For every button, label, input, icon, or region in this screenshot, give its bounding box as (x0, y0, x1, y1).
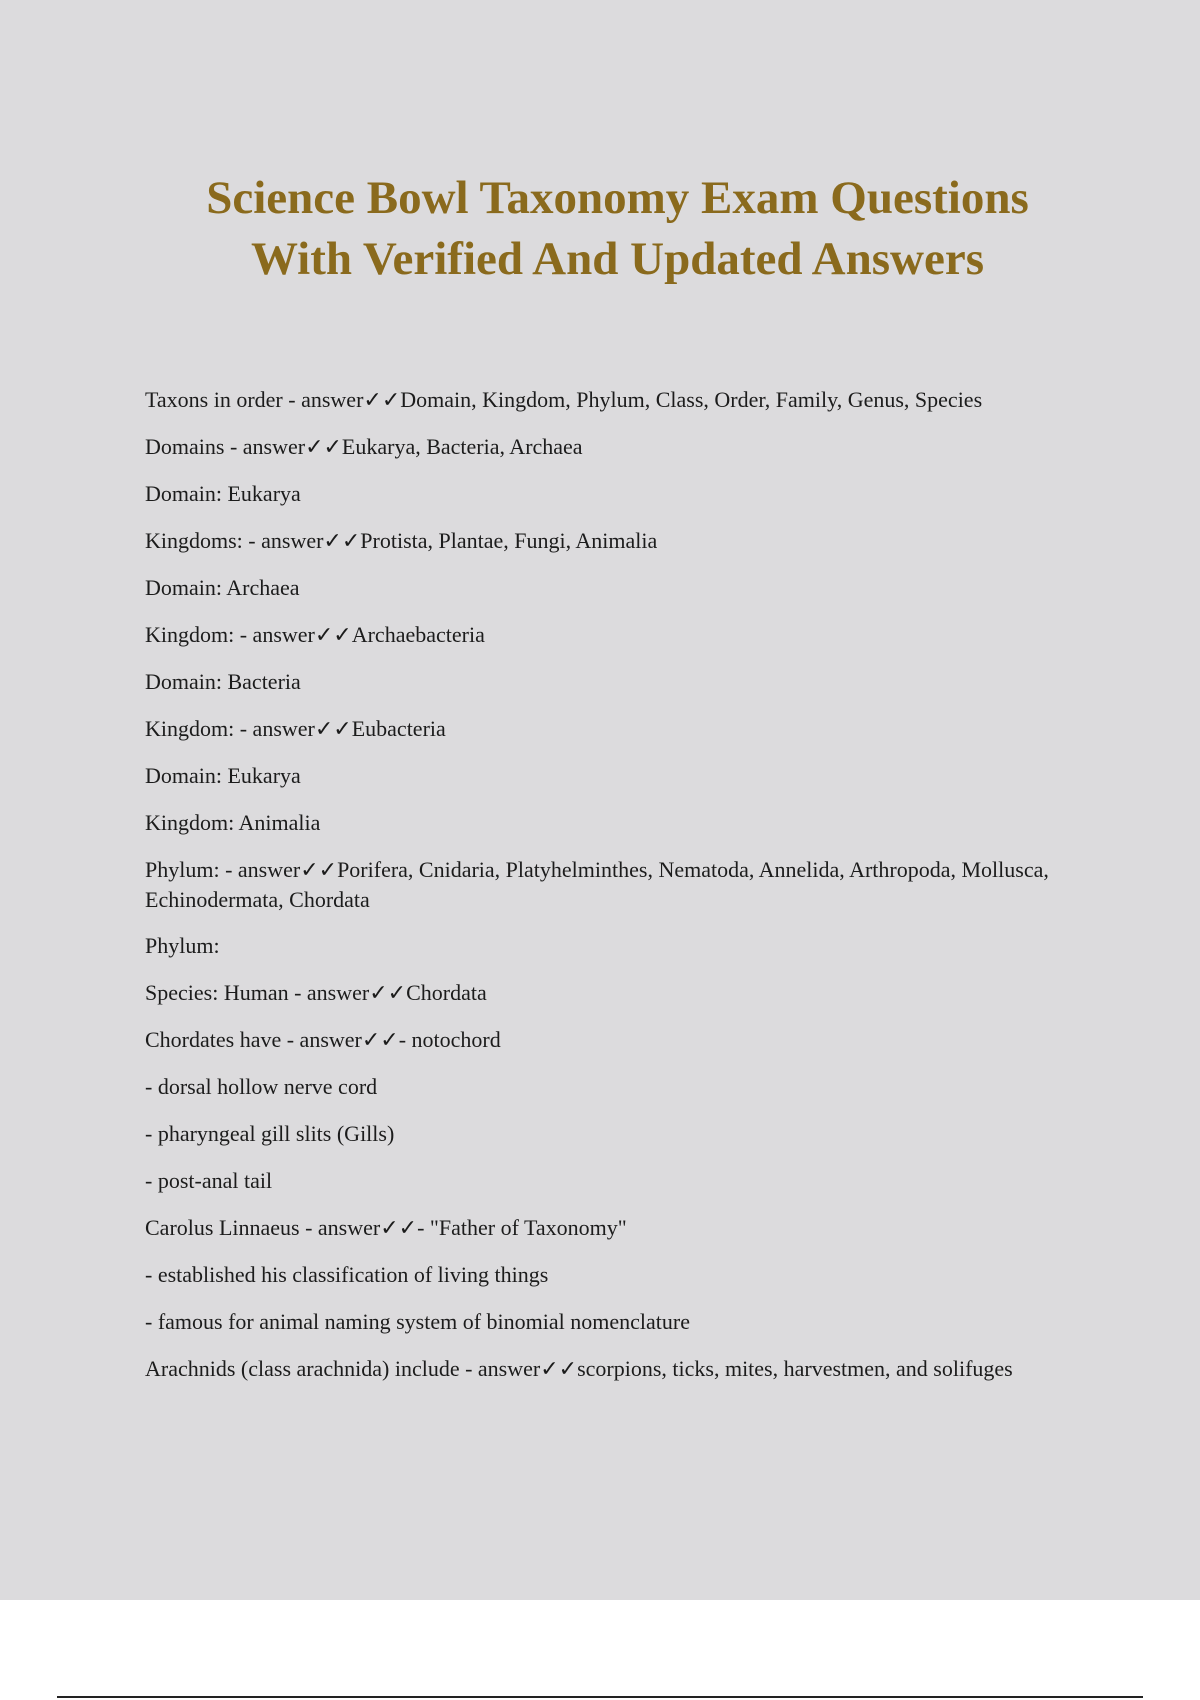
qa-entry: Kingdom: - answer✓✓Eubacteria (145, 716, 446, 741)
qa-entry: Domains - answer✓✓Eukarya, Bacteria, Archaea (145, 434, 583, 459)
title-line-2: With Verified And Updated Answers (251, 233, 984, 285)
qa-entry: Kingdom: Animalia (145, 810, 321, 835)
qa-entry: Kingdoms: - answer✓✓Protista, Plantae, Fungi, Animalia (145, 528, 658, 553)
footer-divider (57, 1696, 1143, 1698)
qa-entry: Taxons in order - answer✓✓Domain, Kingdom, Phylum, Class, Order, Family, Genus, Species (145, 387, 983, 412)
qa-list (145, 385, 1095, 1401)
qa-entry: Carolus Linnaeus - answer✓✓- "Father of Taxonomy" (145, 1215, 627, 1240)
qa-entry: Domain: Archaea (145, 575, 300, 600)
qa-entry: - pharyngeal gill slits (Gills) (145, 1121, 395, 1146)
document-title (100, 168, 1135, 290)
qa-entry: Domain: Bacteria (145, 669, 301, 694)
qa-entry: Domain: Eukarya (145, 481, 301, 506)
qa-entry: Domain: Eukarya (145, 763, 301, 788)
qa-entry: Species: Human - answer✓✓Chordata (145, 980, 487, 1005)
title-line-1: Science Bowl Taxonomy Exam Questions (206, 172, 1029, 224)
qa-entry: Phylum: (145, 933, 220, 958)
qa-entry: Arachnids (class arachnida) include - answer✓✓scorpions, ticks, mites, harvestmen, and solifuges (145, 1356, 1013, 1381)
qa-entry: - post-anal tail (145, 1168, 273, 1193)
qa-entry: - dorsal hollow nerve cord (145, 1074, 378, 1099)
qa-entry: Chordates have - answer✓✓- notochord (145, 1027, 501, 1052)
qa-entry: - famous for animal naming system of binomial nomenclature (145, 1309, 690, 1334)
qa-entry: Phylum: - answer✓✓Porifera, Cnidaria, Platyhelminthes, Nematoda, Annelida, Arthropoda, Mollusca, Echinodermata, Chordata (145, 857, 1049, 912)
qa-entry: - established his classification of living things (145, 1262, 549, 1287)
qa-entry: Kingdom: - answer✓✓Archaebacteria (145, 622, 485, 647)
